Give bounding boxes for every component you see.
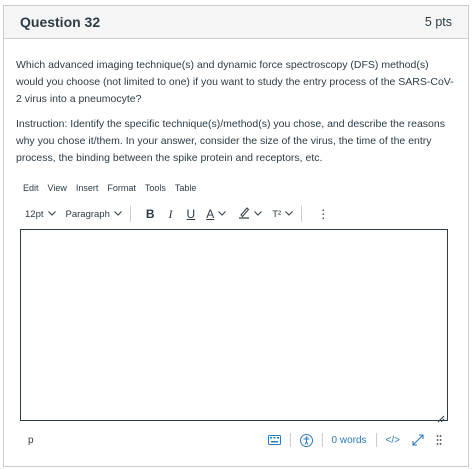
chevron-down-icon [218,211,226,218]
rich-text-editor[interactable] [20,229,448,421]
highlight-icon [238,206,250,222]
fullscreen-icon[interactable] [412,434,424,446]
resize-icon[interactable] [436,410,445,419]
question-prompt: Which advanced imaging technique(s) and dynamic force spectroscopy (DFS) method(s) would you choose (not limited to one) if you want to study the entry process of the SARS-CoV-2 virus into a pneumocyte? [16,59,454,105]
question-points: 5 pts [424,15,452,29]
editor-statusbar [20,430,448,450]
editor-toolbar [25,204,336,224]
font-color-button[interactable] [206,207,226,221]
statusbar-divider [376,433,377,447]
menu-insert[interactable]: Insert [75,183,99,193]
toolbar-divider [130,206,131,222]
element-path[interactable]: p [28,434,34,446]
italic-button[interactable]: I [168,206,173,221]
question-header [4,6,468,39]
more-options-button[interactable]: ⋮ [317,207,330,221]
chevron-down-icon [48,211,56,218]
chevron-down-icon [285,211,293,218]
font-size-value: 12pt [25,208,44,220]
statusbar-actions [262,433,448,447]
word-count[interactable]: 0 words [331,434,367,446]
keyboard-icon[interactable] [268,435,281,445]
accessibility-icon[interactable] [300,434,313,447]
block-format-select[interactable] [66,209,122,220]
underline-button[interactable]: U [186,207,196,221]
font-size-select[interactable] [25,209,56,220]
highlight-color-button[interactable] [238,206,262,222]
html-editor-toggle[interactable]: </> [385,434,400,446]
menu-edit[interactable]: Edit [23,183,39,193]
superscript-button[interactable] [272,209,293,220]
question-title: Question 32 [20,14,101,30]
menu-format[interactable]: Format [107,183,136,193]
chevron-down-icon [254,211,262,218]
editor-menubar [23,183,205,193]
block-format-value: Paragraph [65,208,110,220]
bold-button[interactable]: B [145,207,155,221]
drag-handle-icon[interactable] [436,434,442,446]
question-instruction: Instruction: Identify the specific technique(s)/method(s) you chose, and describe the reasons why you chose it/them. In your answer, consider the size of the virus, the time of the entry process, the binding between the spike protein and receptors, etc. [16,118,445,164]
statusbar-divider [322,433,323,447]
menu-view[interactable]: View [47,183,67,193]
statusbar-divider [290,433,291,447]
toolbar-divider [301,206,302,222]
superscript-label: T² [272,208,282,220]
menu-tools[interactable]: Tools [144,183,166,193]
chevron-down-icon [114,211,122,218]
question-text [16,57,456,175]
menu-table[interactable]: Table [174,183,197,193]
font-color-label: A [206,207,215,221]
